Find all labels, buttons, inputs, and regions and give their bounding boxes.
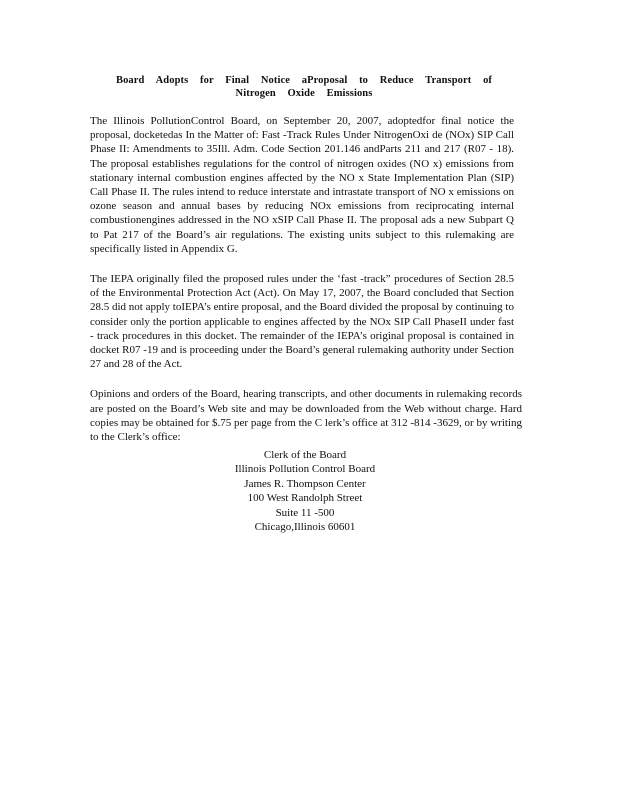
address-line: Suite 11 -500	[275, 506, 335, 519]
paragraph-records-access: Opinions and orders of the Board, hearing transcripts, and other documents in rulemaking records are posted on the Board’s Web site and may be downloaded from the Web without charge. Hard copies may be obtained for $.75 per page from the C lerk’s office at 312 -814 -3629, or by writing to the Clerk’s office:	[90, 388, 522, 444]
document-body	[90, 114, 522, 444]
clerk-address-block	[200, 448, 410, 534]
document-title: Board Adopts for Final Notice aProposal to Reduce Transport of Nitrogen Oxide Emissions	[115, 75, 493, 99]
paragraph-adoption: The Illinois PollutionControl Board, on September 20, 2007, adoptedfor final notice the proposal, docketedas In the Matter of: Fast -Track Rules Under NitrogenOxi de (NOx) SIP Call Phase II: Amendments to 35Ill. Adm. Code Section 201.146 andParts 211 and 217 (R07 - 18). The proposal establishes regulations for the control of nitrogen oxides (NO x) emissions from stationary internal combustion engines affected by the NO x State Implementation Plan (SIP) Call Phase II. The rules intend to reduce interstate and intrastate transport of NO x emissions on ozone season and annual bases by reducing NOx emissions from reciprocating internal combustionengines addressed in the NO xSIP Call Phase II. The proposal ads a new Subpart Q to Pat 217 of the Board’s air regulations. The existing units subject to this rulemaking are specifically listed in Appendix G.	[90, 115, 514, 255]
address-line: 100 West Randolph Street	[247, 492, 363, 505]
paragraph-iepa-filing: The IEPA originally filed the proposed rules under the ‘fast -track” procedures of Section 28.5 of the Environmental Protection Act (Act). On May 17, 2007, the Board concluded that Section 28.5 did not apply toIEPA’s entire proposal, and the Board divided the proposal by continuing to consider only the portion applicable to engines affected by the NOx SIP Call PhaseII under fast - track procedures in this docket. The remainder of the IEPA’s original proposal is contained in docket R07 -19 and is proceeding under the Board’s general rulemaking authority under Section 27 and 28 of the Act.	[90, 273, 514, 371]
address-line: Chicago,Illinois 60601	[254, 521, 356, 534]
address-line: Clerk of the Board	[263, 449, 347, 461]
address-line: Illinois Pollution Control Board	[234, 463, 376, 476]
address-line: James R. Thompson Center	[244, 477, 366, 490]
